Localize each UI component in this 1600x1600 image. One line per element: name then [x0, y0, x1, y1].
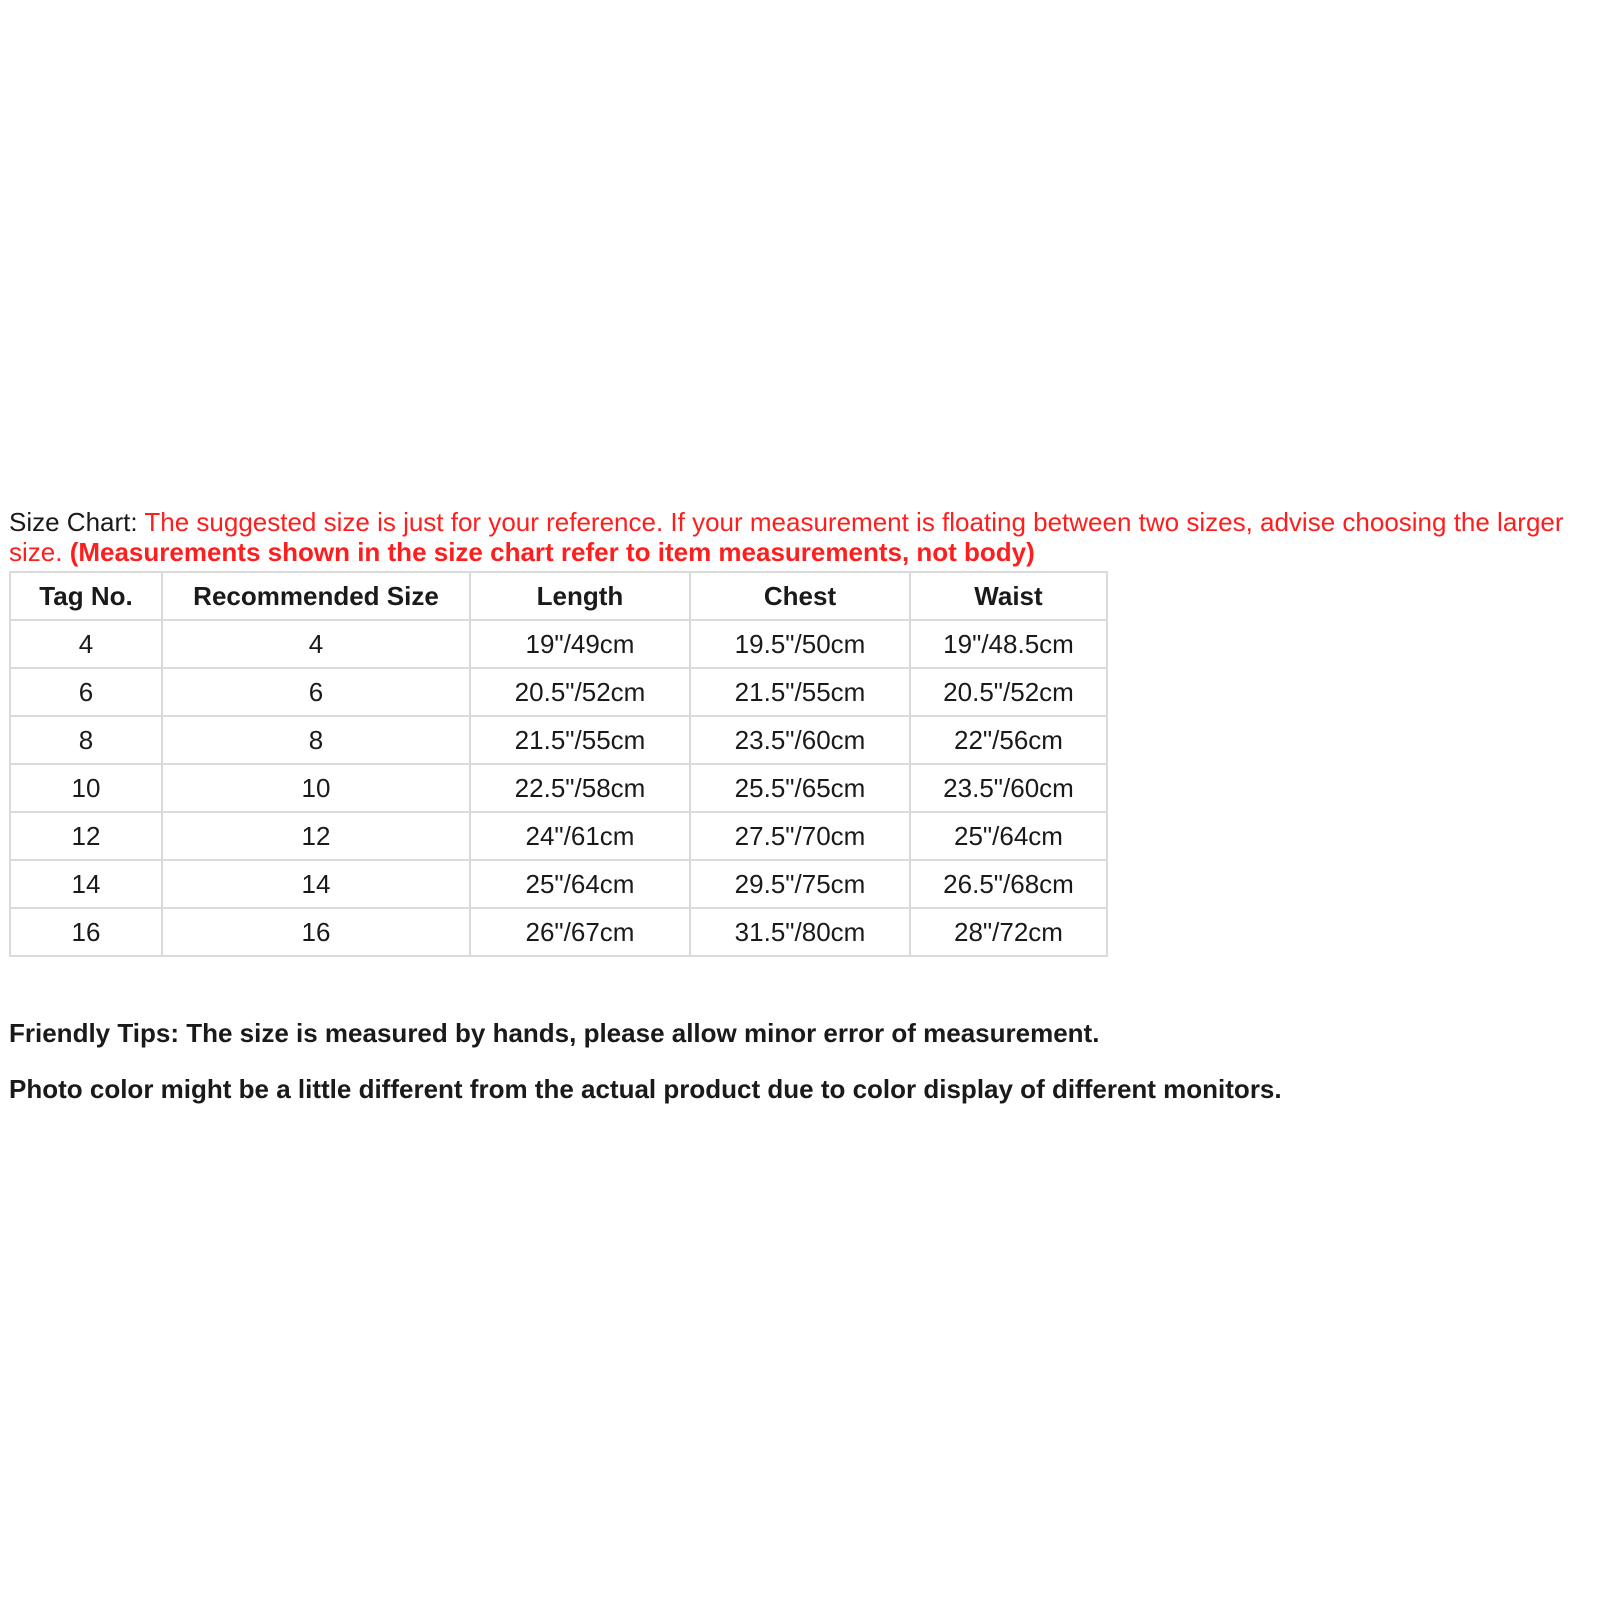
- table-row: [10, 716, 1107, 764]
- cell-chest: 31.5"/80cm: [690, 908, 910, 956]
- cell-length: 22.5"/58cm: [470, 764, 690, 812]
- cell-waist: 25"/64cm: [910, 812, 1107, 860]
- header-recommended-size: Recommended Size: [162, 572, 470, 620]
- cell-waist: 22"/56cm: [910, 716, 1107, 764]
- measurement-emphasis-note: (Measurements shown in the size chart refer to item measurements, not body): [69, 537, 1035, 567]
- cell-recommended-size: 16: [162, 908, 470, 956]
- cell-chest: 25.5"/65cm: [690, 764, 910, 812]
- cell-tag-no: 14: [10, 860, 162, 908]
- size-chart-colon: :: [130, 507, 145, 537]
- cell-length: 26"/67cm: [470, 908, 690, 956]
- size-chart-label: Size Chart: [9, 507, 131, 537]
- cell-waist: 23.5"/60cm: [910, 764, 1107, 812]
- table-row: [10, 812, 1107, 860]
- table-header-row: [10, 572, 1107, 620]
- header-tag-no: Tag No.: [10, 572, 162, 620]
- cell-chest: 21.5"/55cm: [690, 668, 910, 716]
- photo-color-note: Photo color might be a little different from the actual product due to color display of different monitors.: [9, 1074, 1282, 1104]
- cell-recommended-size: 14: [162, 860, 470, 908]
- table-row: [10, 908, 1107, 956]
- cell-waist: 20.5"/52cm: [910, 668, 1107, 716]
- friendly-tips: Friendly Tips: The size is measured by hands, please allow minor error of measurement.: [9, 1018, 1100, 1048]
- cell-length: 19"/49cm: [470, 620, 690, 668]
- header-chest: Chest: [690, 572, 910, 620]
- cell-waist: 26.5"/68cm: [910, 860, 1107, 908]
- cell-waist: 28"/72cm: [910, 908, 1107, 956]
- table-row: [10, 668, 1107, 716]
- cell-length: 21.5"/55cm: [470, 716, 690, 764]
- size-reference-note: The suggested size is just for your reference. If your measurement is floating between two sizes, advise choosing the larger size.: [9, 507, 1564, 567]
- size-chart-intro: [9, 507, 1589, 567]
- cell-chest: 23.5"/60cm: [690, 716, 910, 764]
- cell-chest: 19.5"/50cm: [690, 620, 910, 668]
- cell-recommended-size: 6: [162, 668, 470, 716]
- table-row: [10, 860, 1107, 908]
- cell-tag-no: 8: [10, 716, 162, 764]
- cell-length: 25"/64cm: [470, 860, 690, 908]
- size-chart-table: [9, 571, 1108, 957]
- cell-recommended-size: 10: [162, 764, 470, 812]
- table-row: [10, 764, 1107, 812]
- cell-chest: 29.5"/75cm: [690, 860, 910, 908]
- cell-tag-no: 6: [10, 668, 162, 716]
- table-row: [10, 620, 1107, 668]
- cell-tag-no: 10: [10, 764, 162, 812]
- cell-waist: 19"/48.5cm: [910, 620, 1107, 668]
- cell-length: 20.5"/52cm: [470, 668, 690, 716]
- header-waist: Waist: [910, 572, 1107, 620]
- cell-recommended-size: 12: [162, 812, 470, 860]
- cell-tag-no: 16: [10, 908, 162, 956]
- cell-recommended-size: 4: [162, 620, 470, 668]
- cell-tag-no: 4: [10, 620, 162, 668]
- cell-chest: 27.5"/70cm: [690, 812, 910, 860]
- cell-tag-no: 12: [10, 812, 162, 860]
- cell-recommended-size: 8: [162, 716, 470, 764]
- cell-length: 24"/61cm: [470, 812, 690, 860]
- header-length: Length: [470, 572, 690, 620]
